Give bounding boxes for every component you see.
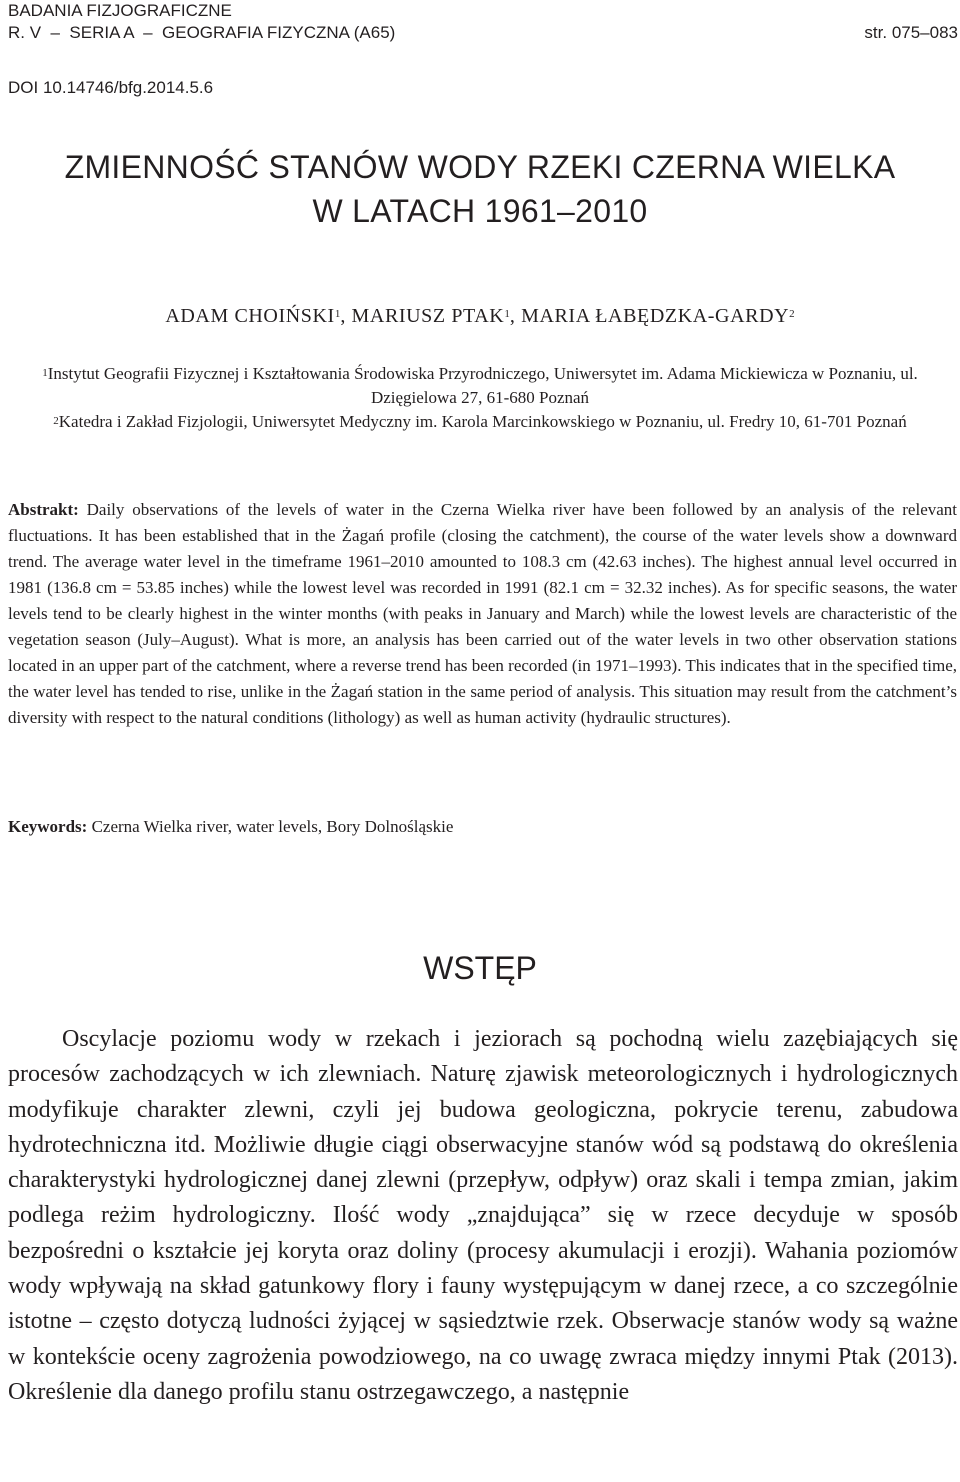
abstract-text: Daily observations of the levels of water in the Czerna Wielka river have been followed by an analysis of the relevant fluctuations. It has been established that in the Żagań profile (closing the catchment), the course of the water levels show a downward trend. The average water level in the timeframe 1961–2010 amounted to 108.3 cm (42.63 inches). The highest annual level occurred in 1981 (136.8 cm = 53.85 inches) while the lowest level was recorded in 1991 (82.1 cm = 32.32 inches). As for specific seasons, the water levels tend to be clearly highest in the winter months (with peaks in January and March) while the lowest levels are characteristic of the vegetation season (July–August). What is more, an analysis has been carried out of the water levels in two other observation stations located in an upper part of the catchment, where a reverse trend has been recorded (in 1971–1993). This indicates that in the specified time, the water level has tended to rise, unlike in the Żagań station in the same period of analysis. This situation may result from the catchment’s diversity with respect to the natural conditions (lithology) as well as human activity (hydraulic structures). bbox=[8, 500, 958, 727]
affiliation-1 bbox=[30, 362, 930, 410]
abstract bbox=[8, 497, 957, 731]
author-name: MARIA ŁABĘDZKA-GARDY bbox=[521, 305, 790, 327]
affiliation-mark: 1 bbox=[42, 367, 48, 379]
page-range: str. 075–083 bbox=[864, 23, 958, 42]
affiliations bbox=[30, 362, 930, 434]
abstract-label: Abstrakt: bbox=[8, 500, 79, 519]
keywords bbox=[8, 815, 957, 839]
affiliation-text: Katedra i Zakład Fizjologii, Uniwersytet Medyczny im. Karola Marcinkowskiego w Poznaniu, ul. Fredry 10, 61-701 Poznań bbox=[58, 412, 907, 431]
journal-series: R. V – SERIA A – GEOGRAFIA FIZYCZNA (A65) bbox=[8, 23, 396, 42]
article-title bbox=[0, 145, 960, 233]
section-paragraph-text: Oscylacje poziomu wody w rzekach i jeziorach są pochodną wielu zazębiających się procesów zachodzących w ich zlewniach. Naturę zjawisk meteorologicznych i hydrologicznych modyfikuje charakter zlewni, czyli jej budowa geologiczna, pokrycie terenu, zabudowa hydrotechniczna itd. Możliwie długie ciągi obserwacyjne stanów wód są podstawą do określenia charakterystyki hydrologicznej danej zlewni (przepływ, odpływ) oraz skali i tempa zmian, jakim podlega reżim hydrologiczny. Ilość wody „znajdująca” się w rzece decyduje w sposób bezpośredni o kształcie jej koryta oraz doliny (procesy akumulacji i erozji). Wahania poziomów wody wpływają na skład gatunkowy flory i fauny występującym w danej rzece, a co szczególnie istotne – często dotyczą ludności żyjącej w sąsiedztwie rzek. Obserwacje stanów wody są ważne w kontekście oceny zagrożenia powodziowego, na co uwagę zwraca między innymi Ptak (2013). Określenie dla danego profilu stanu ostrzegawczego, a następnie bbox=[8, 1026, 958, 1405]
author-list bbox=[0, 303, 960, 329]
author-affiliation-mark: 2 bbox=[789, 308, 795, 320]
section-title: WSTĘP bbox=[423, 950, 537, 986]
section-paragraph bbox=[8, 1022, 958, 1410]
author-affiliation-mark: 1 bbox=[504, 308, 510, 320]
author-name: MARIUSZ PTAK bbox=[351, 305, 505, 327]
author-separator: , bbox=[509, 305, 522, 327]
keywords-label: Keywords: bbox=[8, 817, 88, 836]
affiliation-text: Instytut Geografii Fizycznej i Kształtowania Środowiska Przyrodniczego, Uniwersytet im. Adama Mickiewicza w Poznaniu, ul. Dzięgielowa 27, 61-680 Poznań bbox=[47, 364, 918, 407]
journal-name: BADANIA FIZJOGRAFICZNE bbox=[8, 1, 232, 20]
author-separator: , bbox=[340, 305, 352, 327]
author-name: ADAM CHOIŃSKI bbox=[165, 305, 335, 327]
affiliation-mark: 2 bbox=[53, 415, 59, 427]
journal-series-line bbox=[8, 22, 958, 44]
keywords-text: Czerna Wielka river, water levels, Bory Dolnośląskie bbox=[91, 817, 454, 836]
doi: DOI 10.14746/bfg.2014.5.6 bbox=[8, 78, 214, 97]
author-affiliation-mark: 1 bbox=[334, 308, 341, 320]
article-title-line-2: W LATACH 1961–2010 bbox=[312, 193, 648, 229]
article-title-line-1: ZMIENNOŚĆ STANÓW WODY RZEKI CZERNA WIELKA bbox=[64, 149, 896, 185]
affiliation-2 bbox=[30, 410, 930, 434]
